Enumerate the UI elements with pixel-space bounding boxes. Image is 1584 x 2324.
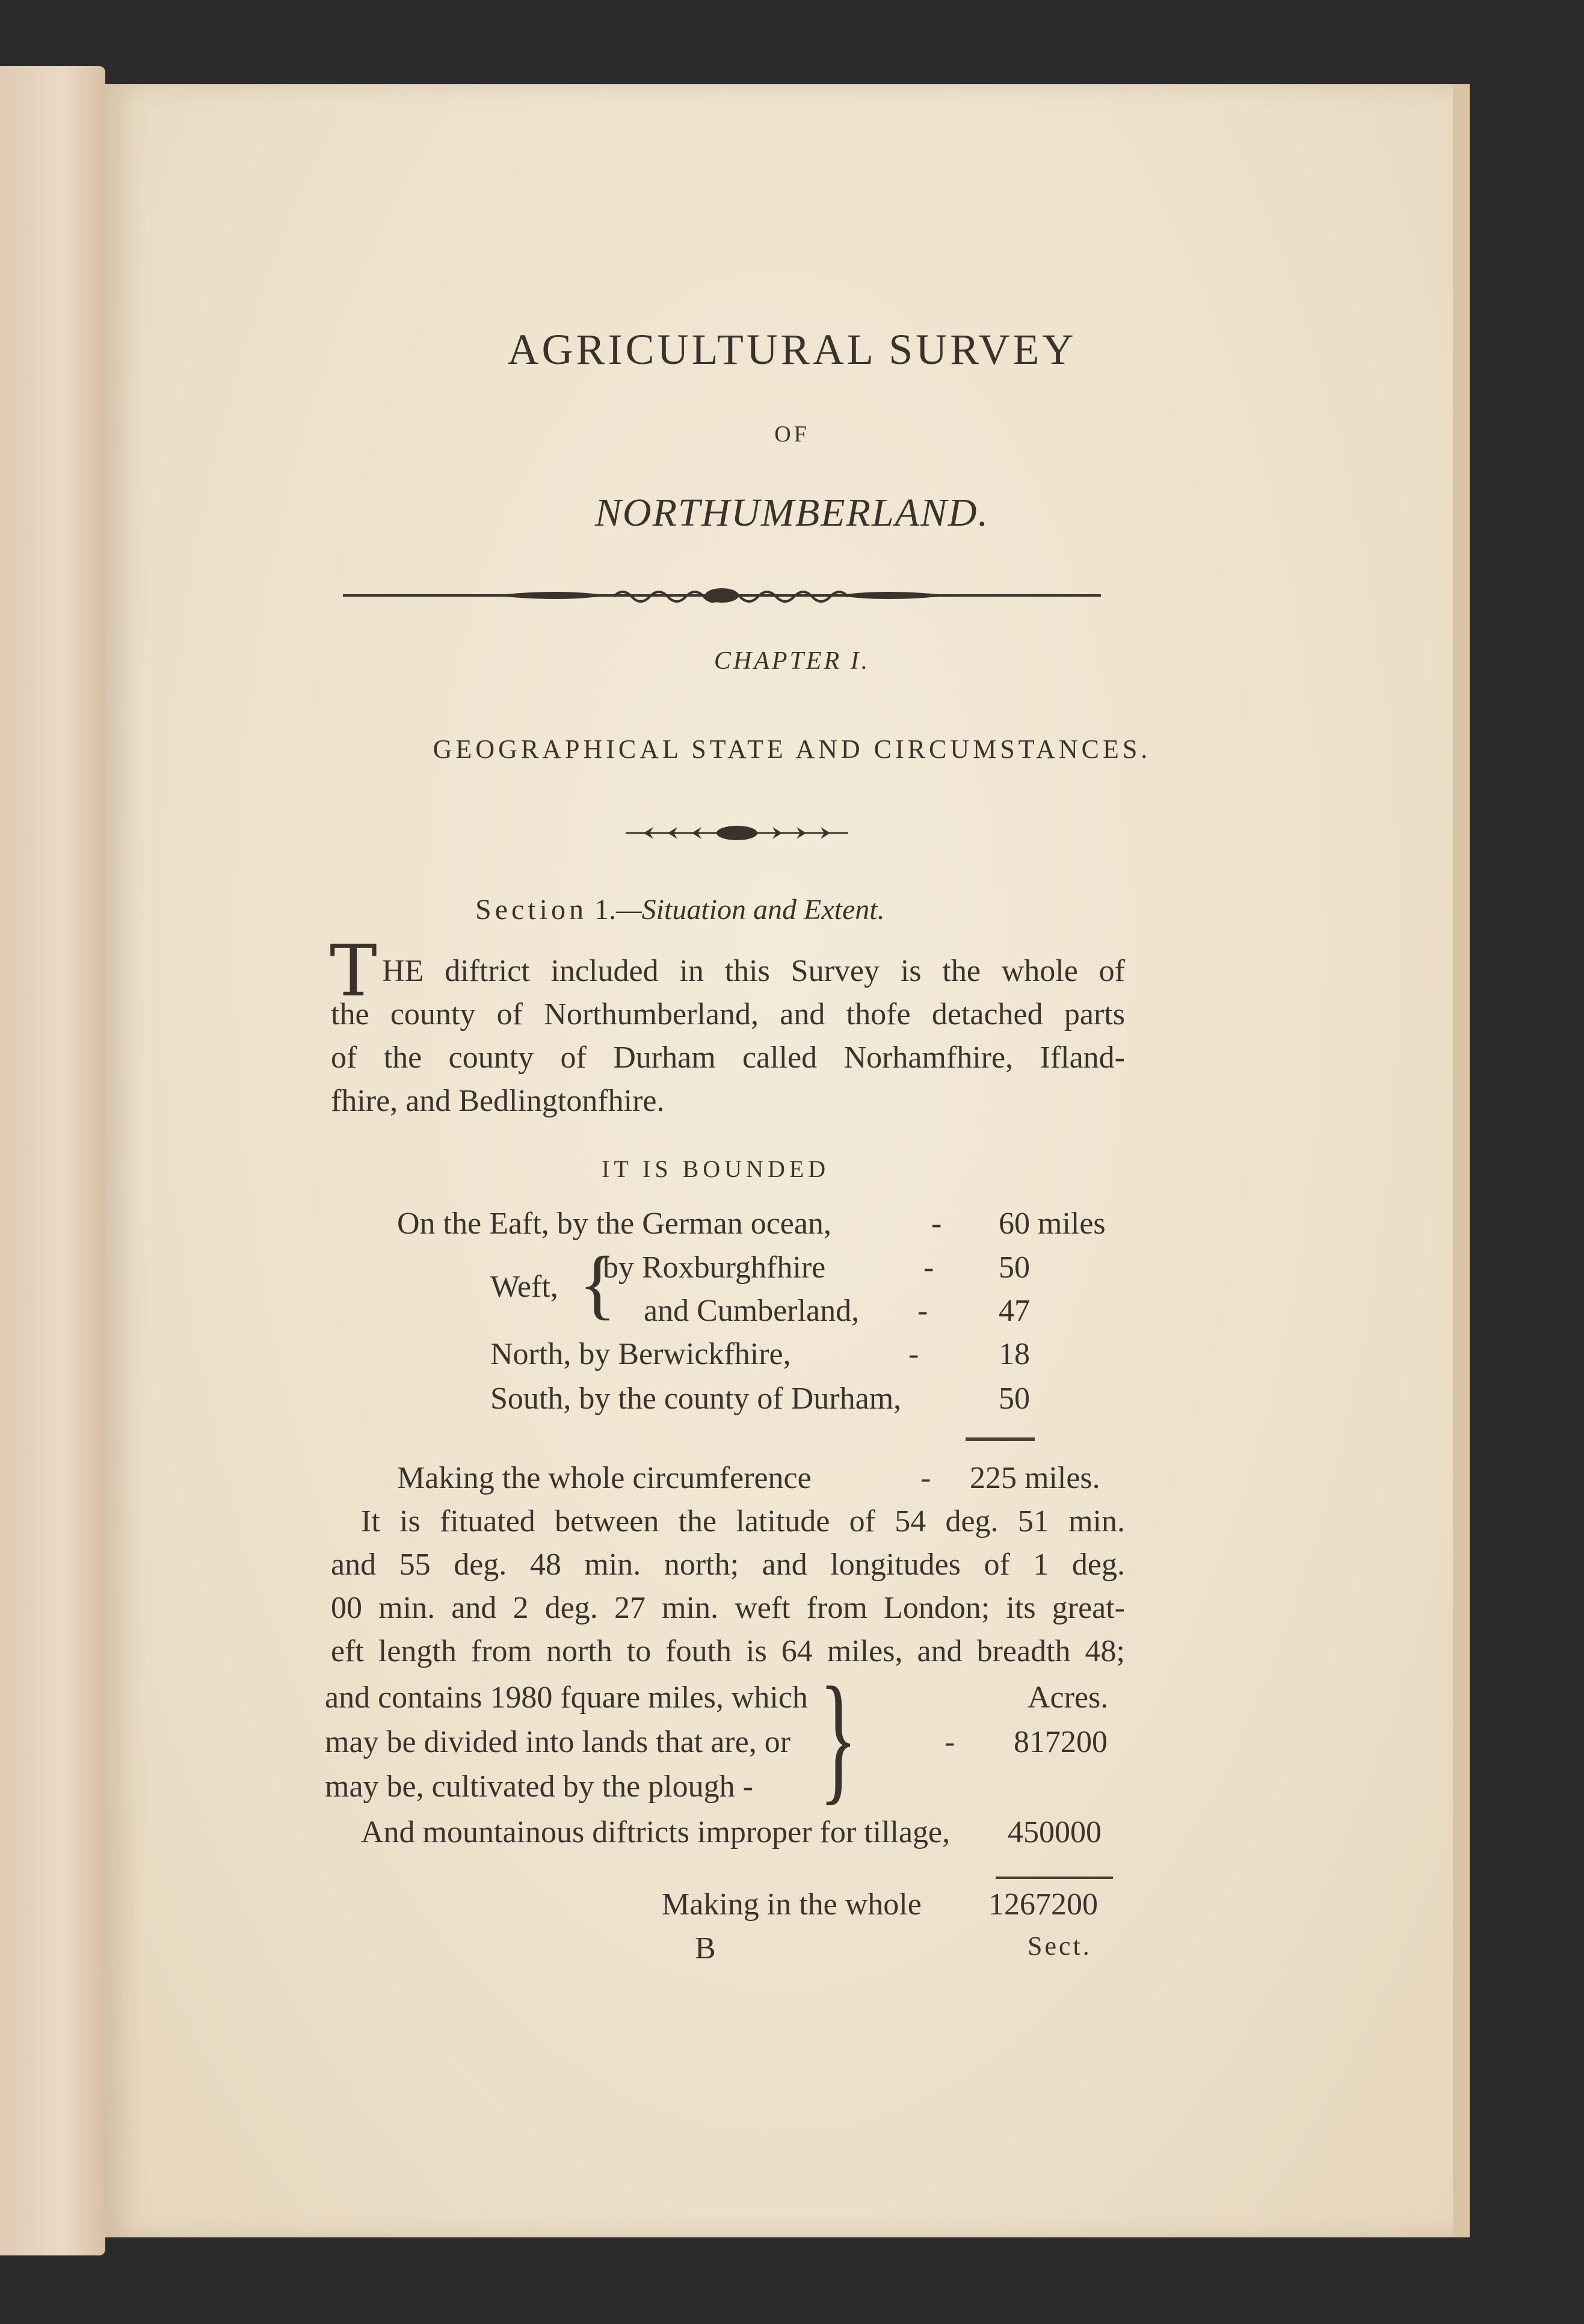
boundary-north-dash: -: [908, 1337, 919, 1371]
boundary-north-label: North, by Berwickfhire,: [490, 1337, 791, 1371]
boundary-north-value: 18: [999, 1337, 1030, 1371]
acres-line-2: may be divided into lands that are, or: [325, 1725, 791, 1759]
facing-page-edge: [0, 66, 105, 2255]
boundary-east-value: 60 miles: [999, 1207, 1106, 1241]
mountain-value: 450000: [1008, 1815, 1102, 1849]
section-heading: [475, 893, 885, 926]
circumference-value: 225 miles.: [970, 1461, 1100, 1495]
book-title: AGRICULTURAL SURVEY: [507, 325, 1077, 374]
boundary-south-value: 50: [999, 1382, 1030, 1416]
boundary-west-b-label: and Cumberland,: [644, 1294, 860, 1328]
position-line-1: It is fituated between the latitude of 54 deg. 51 min.: [361, 1504, 1125, 1539]
position-line-2: and 55 deg. 48 min. north; and longitudes of 1 deg.: [331, 1548, 1125, 1582]
boundary-west-label: Weft,: [490, 1270, 558, 1304]
acres-line-3: may be, cultivated by the plough -: [325, 1769, 753, 1804]
chapter-heading: CHAPTER I.: [713, 647, 871, 675]
title-of: OF: [774, 422, 810, 447]
section-number: 1.: [594, 894, 616, 926]
bounded-heading: IT IS BOUNDED: [602, 1155, 830, 1182]
boundary-east-label: On the Eaft, by the German ocean,: [397, 1207, 831, 1241]
acres-value: 817200: [1014, 1725, 1108, 1759]
boundary-west-a-label: by Roxburghfhire: [603, 1250, 826, 1285]
position-line-4: eft length from north to fouth is 64 miles, and breadth 48;: [331, 1634, 1125, 1668]
intro-line-1: HE diftrict included in this Survey is the whole of: [382, 954, 1125, 988]
signature-mark: B: [695, 1931, 716, 1966]
catchword: Sect.: [1028, 1931, 1092, 1961]
section-title: —Situation and Extent.: [615, 894, 885, 926]
circumference-label: Making the whole circumference: [397, 1461, 812, 1495]
ornamental-rule: [343, 583, 1101, 607]
section-label: Section: [475, 894, 587, 926]
mountain-label: And mountainous diftricts improper for tillage,: [361, 1815, 951, 1849]
chapter-title: GEOGRAPHICAL STATE AND CIRCUMSTANCES.: [433, 734, 1151, 764]
section-ornament: [626, 821, 848, 845]
sum-rule: [966, 1437, 1035, 1441]
boundary-west-b-value: 47: [999, 1294, 1030, 1328]
boundary-west-a-value: 50: [999, 1250, 1030, 1285]
west-brace: {: [579, 1241, 617, 1327]
acres-dash: -: [945, 1725, 955, 1759]
boundary-south-label: South, by the county of Durham,: [490, 1382, 902, 1416]
total-rule: [996, 1877, 1113, 1879]
boundary-west-b-dash: -: [917, 1294, 928, 1328]
acres-header: Acres.: [1028, 1680, 1109, 1715]
circumference-dash: -: [920, 1461, 931, 1495]
intro-line-2: the county of Northumberland, and thofe detached parts: [331, 997, 1125, 1031]
boundary-east-dash: -: [931, 1207, 942, 1241]
acres-brace: {: [819, 1657, 857, 1817]
county-title: NORTHUMBERLAND.: [594, 491, 990, 535]
total-value: 1267200: [988, 1887, 1098, 1922]
acres-line-1: and contains 1980 fquare miles, which: [325, 1680, 808, 1715]
boundary-west-a-dash: -: [923, 1250, 934, 1285]
total-label: Making in the whole: [662, 1887, 922, 1922]
intro-line-4: fhire, and Bedlingtonfhire.: [331, 1084, 665, 1118]
drop-cap: T: [330, 929, 377, 1012]
intro-line-3: of the county of Durham called Norhamfhire, Ifland-: [331, 1041, 1125, 1075]
position-line-3: 00 min. and 2 deg. 27 min. weft from London; its great-: [331, 1591, 1125, 1625]
